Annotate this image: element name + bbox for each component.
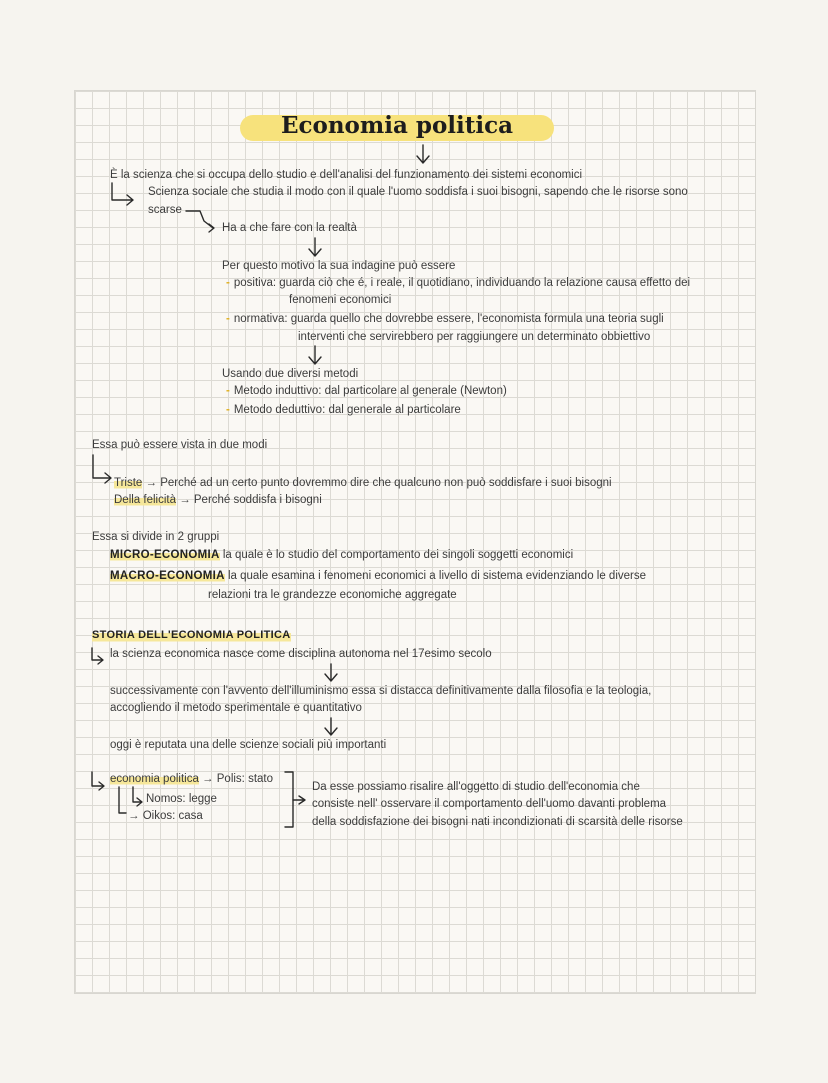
storia-heading: STORIA DELL'ECONOMIA POLITICA: [92, 629, 291, 641]
normativa-line1: - normativa: guarda quello che dovrebbe essere, l'economista formula una teoria sugli: [226, 313, 664, 325]
etym-label: economia politica: [110, 773, 199, 785]
positiva-line2: fenomeni economici: [289, 294, 392, 306]
storia-line1: la scienza economica nasce come disciplina autonoma nel 17esimo secolo: [110, 648, 492, 660]
indagine-text: Per questo motivo la sua indagine può essere: [222, 260, 456, 272]
bullet-dash: -: [226, 404, 230, 416]
positiva-line1: - positiva: guarda ciò che é, i reale, il quotidiano, individuando la relazione causa effetto dei: [226, 277, 691, 289]
intro-text: È la scienza che si occupa dello studio e dell'analisi del funzionamento dei sistemi economici: [110, 169, 583, 181]
metodo-deduttivo: - Metodo deduttivo: dal generale al particolare: [226, 404, 461, 416]
modi-text: Essa può essere vista in due modi: [92, 439, 268, 451]
macro-line: MACRO-ECONOMIA la quale esamina i fenomeni economici a livello di sistema evidenziando le diverse: [110, 570, 646, 582]
macro-label: MACRO-ECONOMIA: [110, 570, 225, 582]
bullet-dash: -: [226, 385, 230, 397]
conclusion-line3: della soddisfazione dei bisogni nati incondizionati di scarsità delle risorse: [312, 816, 683, 828]
page-title: Economia politica: [280, 112, 514, 139]
bullet-dash: -: [226, 277, 230, 289]
social-science-line1: Scienza sociale che studia il modo con il quale l'uomo soddisfa i suoi bisogni, sapendo che le risorse sono: [148, 186, 688, 198]
normativa-line2: interventi che servirebbero per raggiungere un determinato obbiettivo: [298, 331, 651, 343]
storia-line2a: successivamente con l'avvento dell'illuminismo essa si distacca definitivamente dalla filosofia e la teologia,: [110, 685, 652, 697]
metodo-induttivo: - Metodo induttivo: dal particolare al generale (Newton): [226, 385, 507, 397]
conclusion-line1: Da esse possiamo risalire all'oggetto di studio dell'economia che: [312, 781, 640, 793]
storia-line3: oggi è reputata una delle scienze sociali più importanti: [110, 739, 387, 751]
triste-label: Triste: [114, 477, 143, 489]
micro-line: MICRO-ECONOMIA la quale è lo studio del comportamento dei singoli soggetti economici: [110, 549, 574, 561]
felicita-label: Della felicità: [114, 494, 176, 506]
micro-label: MICRO-ECONOMIA: [110, 549, 220, 561]
nomos-text: Nomos: legge: [146, 793, 217, 805]
oikos-text: → Oikos: casa: [128, 810, 203, 822]
etym-line: economia politica → Polis: stato: [110, 773, 273, 785]
triste-line: Triste → Perché ad un certo punto dovremmo dire che qualcuno non può soddisfare i suoi bisogni: [114, 477, 612, 489]
gruppi-text: Essa si divide in 2 gruppi: [92, 531, 220, 543]
reality-text: Ha a che fare con la realtà: [222, 222, 357, 234]
metodi-text: Usando due diversi metodi: [222, 368, 359, 380]
social-science-line2: scarse: [148, 204, 182, 216]
macro-line2: relazioni tra le grandezze economiche aggregate: [208, 589, 457, 601]
felicita-line: Della felicità → Perché soddisfa i bisogni: [114, 494, 322, 506]
storia-line2b: accogliendo il metodo sperimentale e quantitativo: [110, 702, 362, 714]
conclusion-line2: consiste nell' osservare il comportamento dell'uomo davanti problema: [312, 798, 667, 810]
bullet-dash: -: [226, 313, 230, 325]
